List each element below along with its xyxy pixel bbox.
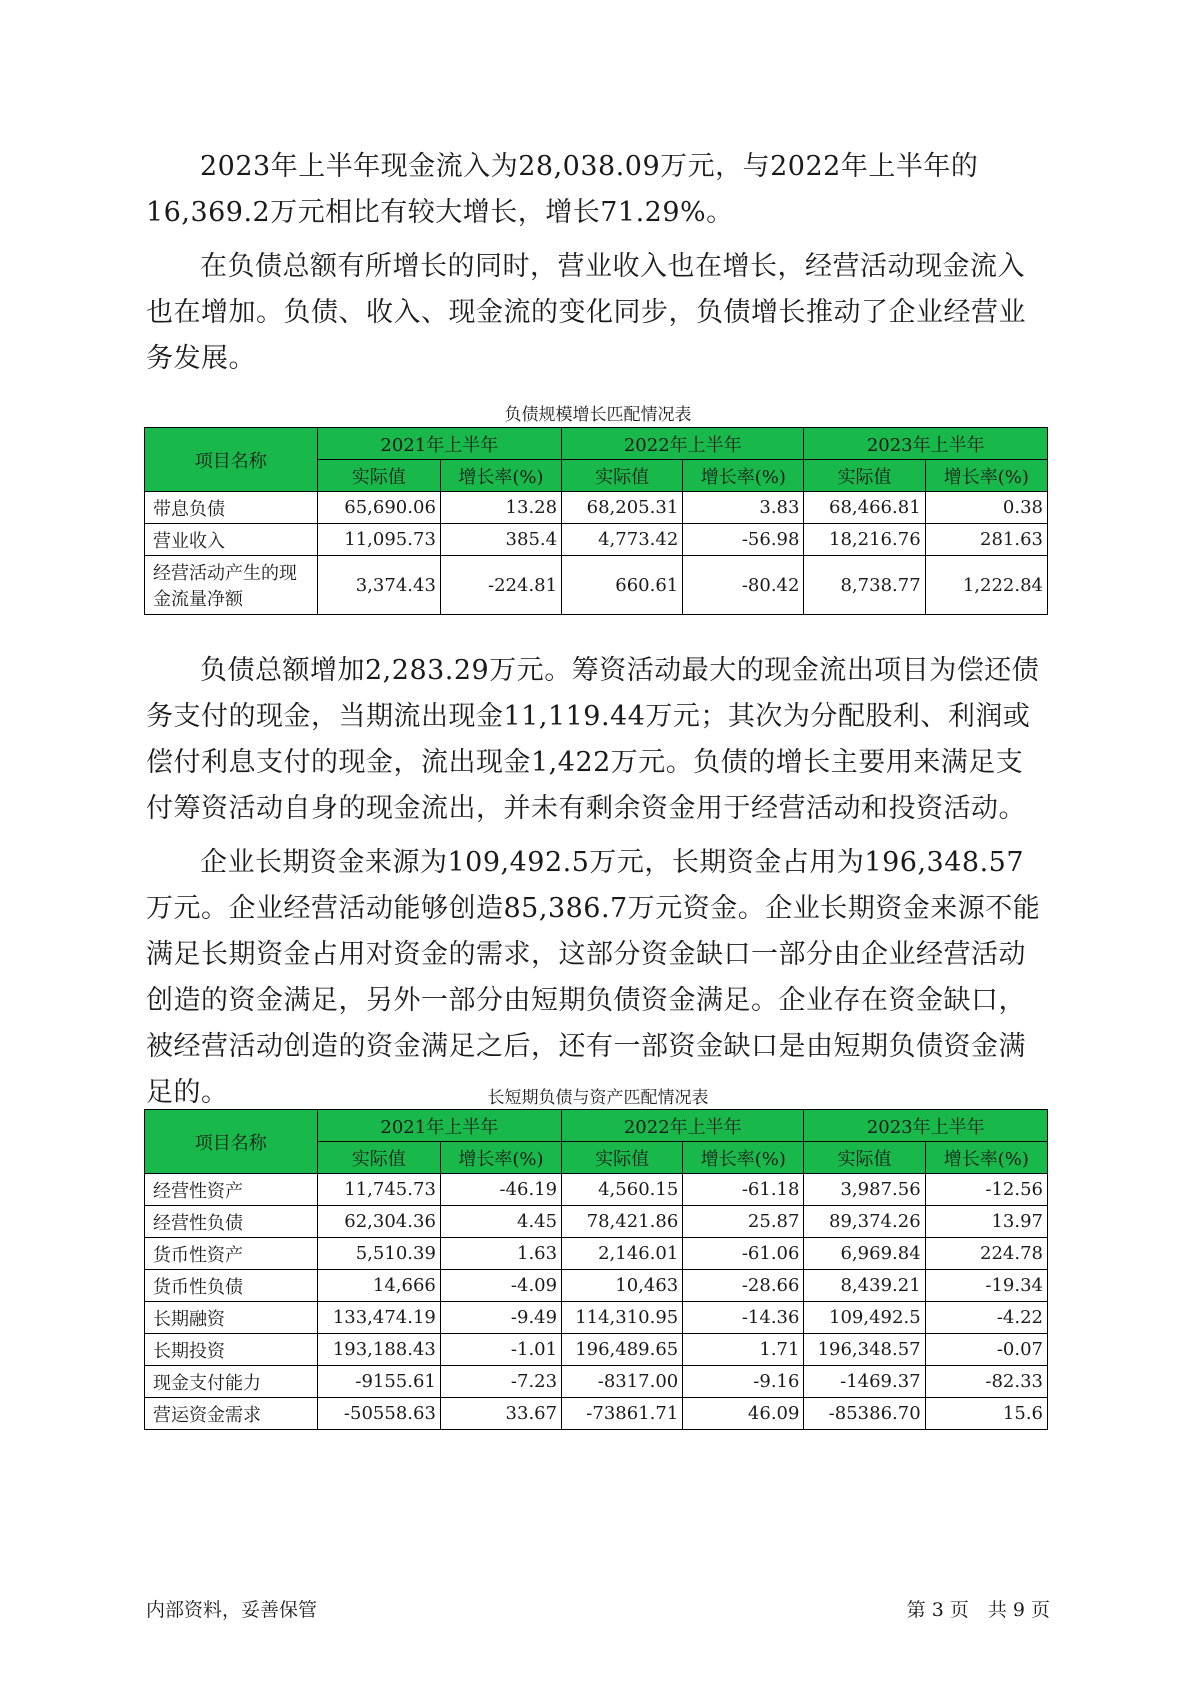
growth-rate-cell: -82.33 <box>925 1366 1047 1398</box>
table-row <box>145 1174 1048 1206</box>
growth-rate-cell: 46.09 <box>683 1398 804 1430</box>
growth-rate-cell: 1.63 <box>440 1238 561 1270</box>
table-row <box>145 1366 1048 1398</box>
actual-value-header: 实际值 <box>804 460 925 492</box>
actual-value-header: 实际值 <box>804 1142 925 1174</box>
paragraph-1: 2023年上半年现金流入为28,038.09万元，与2022年上半年的16,369.2万元相比有较大增长，增长71.29%。 <box>146 151 979 228</box>
actual-value-cell: 660.61 <box>562 556 683 615</box>
footer-page-number: 第 3 页 共 9 页 <box>906 1599 1050 1621</box>
growth-rate-cell: -7.23 <box>440 1366 561 1398</box>
growth-rate-cell: -61.06 <box>683 1238 804 1270</box>
growth-rate-cell: 13.97 <box>925 1206 1047 1238</box>
growth-rate-cell: 13.28 <box>440 492 561 524</box>
row-label: 货币性资产 <box>145 1238 318 1270</box>
growth-rate-cell: -12.56 <box>925 1174 1047 1206</box>
growth-rate-cell: -9.16 <box>683 1366 804 1398</box>
paragraph-4: 企业长期资金来源为109,492.5万元，长期资金占用为196,348.57万元。企业经营活动能够创造85,386.7万元资金。企业长期资金来源不能满足长期资金占用对资金的需求，这部分资金缺口一部分由企业经营活动创造的资金满足，另外一部分由短期负债资金满足。企业存在资金缺口，被经营活动创造的资金满足之后，还有一部资金缺口是由短期负债资金满足的。 <box>146 847 1041 1108</box>
period-header: 2022年上半年 <box>562 428 804 460</box>
actual-value-header: 实际值 <box>317 460 440 492</box>
actual-value-cell: 5,510.39 <box>317 1238 440 1270</box>
growth-rate-header: 增长率(%) <box>440 1142 561 1174</box>
actual-value-cell: 6,969.84 <box>804 1238 925 1270</box>
actual-value-cell: 8,738.77 <box>804 556 925 615</box>
growth-rate-header: 增长率(%) <box>925 460 1047 492</box>
growth-rate-cell: 25.87 <box>683 1206 804 1238</box>
growth-rate-cell: 1.71 <box>683 1334 804 1366</box>
growth-rate-cell: -0.07 <box>925 1334 1047 1366</box>
actual-value-cell: 3,987.56 <box>804 1174 925 1206</box>
footer-confidential-note: 内部资料，妥善保管 <box>146 1599 318 1621</box>
debt-growth-table <box>144 427 1048 615</box>
period-header: 2023年上半年 <box>804 1110 1048 1142</box>
growth-rate-cell: 281.63 <box>925 524 1047 556</box>
row-label: 经营性负债 <box>145 1206 318 1238</box>
table-row <box>145 1270 1048 1302</box>
actual-value-cell: 11,745.73 <box>317 1174 440 1206</box>
actual-value-cell: -8317.00 <box>562 1366 683 1398</box>
actual-value-cell: 133,474.19 <box>317 1302 440 1334</box>
period-header: 2021年上半年 <box>317 1110 562 1142</box>
growth-rate-cell: 224.78 <box>925 1238 1047 1270</box>
table-row <box>145 1334 1048 1366</box>
item-header: 项目名称 <box>145 428 318 492</box>
growth-rate-cell: -46.19 <box>440 1174 561 1206</box>
actual-value-cell: 196,489.65 <box>562 1334 683 1366</box>
growth-rate-cell: 385.4 <box>440 524 561 556</box>
table1-caption: 负债规模增长匹配情况表 <box>504 405 692 425</box>
growth-rate-cell: -4.09 <box>440 1270 561 1302</box>
growth-rate-header: 增长率(%) <box>683 460 804 492</box>
actual-value-cell: 62,304.36 <box>317 1206 440 1238</box>
actual-value-cell: 18,216.76 <box>804 524 925 556</box>
growth-rate-cell: 3.83 <box>683 492 804 524</box>
actual-value-cell: 3,374.43 <box>317 556 440 615</box>
period-header: 2022年上半年 <box>562 1110 804 1142</box>
table-row <box>145 492 1048 524</box>
debt-asset-match-table <box>144 1109 1048 1430</box>
table-row <box>145 556 1048 615</box>
paragraph-2: 在负债总额有所增长的同时，营业收入也在增长，经营活动现金流入也在增加。负债、收入、现金流的变化同步，负债增长推动了企业经营业务发展。 <box>146 251 1026 374</box>
actual-value-cell: -9155.61 <box>317 1366 440 1398</box>
row-label: 经营性资产 <box>145 1174 318 1206</box>
growth-rate-header: 增长率(%) <box>440 460 561 492</box>
growth-rate-header: 增长率(%) <box>925 1142 1047 1174</box>
growth-rate-cell: 0.38 <box>925 492 1047 524</box>
growth-rate-cell: -224.81 <box>440 556 561 615</box>
growth-rate-cell: -19.34 <box>925 1270 1047 1302</box>
table-row <box>145 1238 1048 1270</box>
growth-rate-cell: -1.01 <box>440 1334 561 1366</box>
actual-value-cell: 2,146.01 <box>562 1238 683 1270</box>
actual-value-cell: -85386.70 <box>804 1398 925 1430</box>
growth-rate-cell: -9.49 <box>440 1302 561 1334</box>
actual-value-cell: 11,095.73 <box>317 524 440 556</box>
row-label: 营运资金需求 <box>145 1398 318 1430</box>
actual-value-cell: 68,205.31 <box>562 492 683 524</box>
period-header: 2023年上半年 <box>804 428 1048 460</box>
actual-value-cell: 89,374.26 <box>804 1206 925 1238</box>
period-header: 2021年上半年 <box>317 428 562 460</box>
growth-rate-cell: -14.36 <box>683 1302 804 1334</box>
growth-rate-cell: 1,222.84 <box>925 556 1047 615</box>
actual-value-cell: 68,466.81 <box>804 492 925 524</box>
row-label: 经营活动产生的现金流量净额 <box>145 556 318 615</box>
actual-value-cell: -50558.63 <box>317 1398 440 1430</box>
actual-value-cell: 193,188.43 <box>317 1334 440 1366</box>
actual-value-cell: 4,560.15 <box>562 1174 683 1206</box>
growth-rate-header: 增长率(%) <box>683 1142 804 1174</box>
row-label: 长期投资 <box>145 1334 318 1366</box>
row-label: 带息负债 <box>145 492 318 524</box>
growth-rate-cell: 4.45 <box>440 1206 561 1238</box>
actual-value-header: 实际值 <box>562 460 683 492</box>
growth-rate-cell: -28.66 <box>683 1270 804 1302</box>
row-label: 营业收入 <box>145 524 318 556</box>
actual-value-header: 实际值 <box>317 1142 440 1174</box>
growth-rate-cell: 33.67 <box>440 1398 561 1430</box>
growth-rate-cell: 15.6 <box>925 1398 1047 1430</box>
actual-value-cell: -73861.71 <box>562 1398 683 1430</box>
table2-caption: 长短期负债与资产匹配情况表 <box>487 1088 709 1108</box>
row-label: 货币性负债 <box>145 1270 318 1302</box>
growth-rate-cell: -61.18 <box>683 1174 804 1206</box>
row-label: 现金支付能力 <box>145 1366 318 1398</box>
actual-value-cell: 8,439.21 <box>804 1270 925 1302</box>
item-header: 项目名称 <box>145 1110 318 1174</box>
growth-rate-cell: -4.22 <box>925 1302 1047 1334</box>
table-row <box>145 524 1048 556</box>
growth-rate-cell: -80.42 <box>683 556 804 615</box>
actual-value-cell: -1469.37 <box>804 1366 925 1398</box>
actual-value-cell: 10,463 <box>562 1270 683 1302</box>
actual-value-cell: 114,310.95 <box>562 1302 683 1334</box>
actual-value-header: 实际值 <box>562 1142 683 1174</box>
actual-value-cell: 196,348.57 <box>804 1334 925 1366</box>
table-row <box>145 1302 1048 1334</box>
actual-value-cell: 65,690.06 <box>317 492 440 524</box>
actual-value-cell: 4,773.42 <box>562 524 683 556</box>
row-label: 长期融资 <box>145 1302 318 1334</box>
paragraph-3: 负债总额增加2,283.29万元。筹资活动最大的现金流出项目为偿还债务支付的现金，当期流出现金11,119.44万元；其次为分配股利、利润或偿付利息支付的现金，流出现金1,422万元。负债的增长主要用来满足支付筹资活动自身的现金流出，并未有剩余资金用于经营活动和投资活动。 <box>146 655 1040 824</box>
actual-value-cell: 14,666 <box>317 1270 440 1302</box>
actual-value-cell: 109,492.5 <box>804 1302 925 1334</box>
growth-rate-cell: -56.98 <box>683 524 804 556</box>
table-row <box>145 1206 1048 1238</box>
table-row <box>145 1398 1048 1430</box>
actual-value-cell: 78,421.86 <box>562 1206 683 1238</box>
